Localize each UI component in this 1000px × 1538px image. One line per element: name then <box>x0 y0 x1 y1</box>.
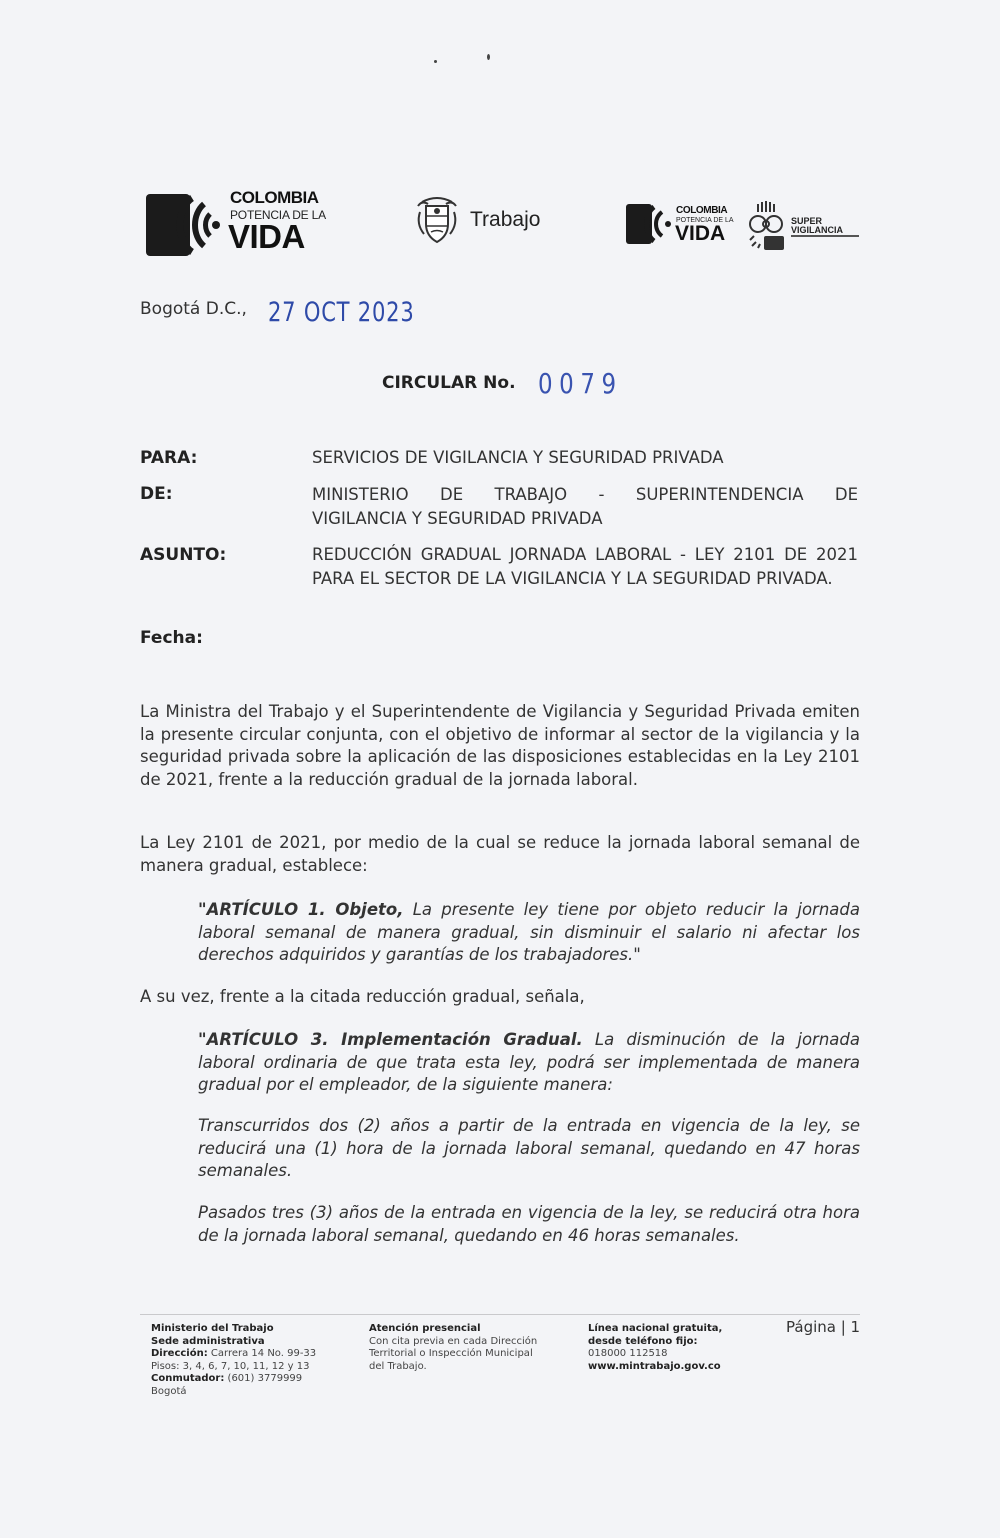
footer-linea-title1: Línea nacional gratuita, <box>588 1323 723 1334</box>
colombia-vida-emblem-icon <box>146 194 222 256</box>
logo-trabajo-label: Trabajo <box>470 208 541 231</box>
logo-line1: COLOMBIA <box>230 188 319 207</box>
footer-atencion <box>369 1323 569 1373</box>
quote-paragraph-47-horas: Transcurridos dos (2) años a partir de la entrada en vigencia de la ley, se reducirá una (1) hora de la jornada laboral semanal, quedando en 47 horas semanales. <box>198 1116 860 1180</box>
quote-articulo-3 <box>198 1029 860 1097</box>
de-value-line1: MINISTERIO DE TRABAJO - SUPERINTENDENCIA DE <box>312 485 858 504</box>
de-label: DE: <box>140 484 173 504</box>
scan-speck <box>434 60 437 63</box>
circular-number-stamp: 0079 <box>538 367 623 400</box>
quote-articulo-1-title: "ARTÍCULO 1. Objeto, <box>198 900 404 919</box>
colombia-supervigilancia-logo <box>626 198 866 254</box>
quote-articulo-3-title: "ARTÍCULO 3. Implementación Gradual. <box>198 1030 583 1049</box>
quote-articulo-1 <box>198 899 860 967</box>
footer-linea-nacional <box>588 1323 768 1373</box>
footer-atencion-line2: Territorial o Inspección Municipal <box>369 1348 533 1359</box>
footer-website-link[interactable]: www.mintrabajo.gov.co <box>588 1360 721 1372</box>
body-paragraph-3: A su vez, frente a la citada reducción gradual, señala, <box>140 987 585 1006</box>
footer-atencion-line3: del Trabajo. <box>369 1360 427 1372</box>
quote-articulo-3-text: La disminución de la jornada laboral ordinaria de que trata esta ley, podrá ser implementada de manera gradual por el empleador, de la siguiente manera: <box>198 1030 860 1094</box>
coat-of-arms-icon <box>414 196 460 246</box>
footer-phone-value: (601) 3779999 <box>227 1373 303 1384</box>
fecha-label: Fecha: <box>140 628 203 648</box>
circular-label: CIRCULAR No. <box>382 373 516 393</box>
para-label: PARA: <box>140 448 198 468</box>
logo-line3: VIDA <box>675 222 726 245</box>
para-value: SERVICIOS DE VIGILANCIA Y SEGURIDAD PRIVADA <box>312 448 724 467</box>
logo-line2: POTENCIA DE LA <box>676 217 734 224</box>
page-number: Página | 1 <box>786 1318 861 1336</box>
asunto-label: ASUNTO: <box>140 545 227 565</box>
supervigilancia-emblem-icon <box>744 200 788 252</box>
ministerio-trabajo-logo <box>414 196 564 246</box>
asunto-value: REDUCCIÓN GRADUAL JORNADA LABORAL - LEY 2101 DE 2021 PARA EL SECTOR DE LA VIGILANCIA Y LA SEGURIDAD PRIVADA. <box>312 545 858 588</box>
footer-sede-title: Sede administrativa <box>151 1335 265 1347</box>
city-label: Bogotá D.C., <box>140 299 247 319</box>
logo-line1: COLOMBIA <box>676 205 728 216</box>
footer-atencion-title: Atención presencial <box>369 1323 481 1334</box>
footer-divider <box>140 1314 860 1315</box>
footer-ministerio-title: Ministerio del Trabajo <box>151 1323 274 1334</box>
body-paragraph-2: La Ley 2101 de 2021, por medio de la cual se reduce la jornada laboral semanal de manera gradual, establece: <box>140 833 860 875</box>
footer-atencion-line1: Con cita previa en cada Dirección <box>369 1335 538 1347</box>
logo-underline <box>791 235 859 237</box>
de-value-line2: VIGILANCIA Y SEGURIDAD PRIVADA <box>312 509 603 528</box>
footer-linea-phone: 018000 112518 <box>588 1348 668 1359</box>
footer-address-value: Carrera 14 No. 99-33 <box>210 1348 317 1359</box>
footer-linea-title2: desde teléfono fijo: <box>588 1335 698 1347</box>
colombia-potencia-vida-logo <box>146 188 346 258</box>
colombia-vida-emblem-icon <box>626 204 672 244</box>
footer-phone-label: Conmutador: <box>151 1373 225 1384</box>
footer-city: Bogotá <box>151 1385 187 1397</box>
scan-speck <box>487 54 490 60</box>
logo-line3: VIDA <box>228 218 305 255</box>
footer-floors: Pisos: 3, 4, 6, 7, 10, 11, 12 y 13 <box>151 1360 310 1372</box>
date-stamp: 27 OCT 2023 <box>268 297 415 328</box>
quote-articulo-1-text: La presente ley tiene por objeto reducir la jornada laboral semanal de manera gradual, sin disminuir el salario ni afectar los derechos adquiridos y garantías de los trabajadores." <box>198 900 860 964</box>
footer-ministerio <box>151 1323 351 1398</box>
body-paragraph-1: La Ministra del Trabajo y el Superintendente de Vigilancia y Seguridad Privada emiten la presente circular conjunta, con el objetivo de informar al sector de la vigilancia y la seguridad privada sobre la aplicación de las disposiciones establecidas en la Ley 2101 de 2021, frente a la reducción gradual de la jornada laboral. <box>140 702 860 789</box>
footer-address-label: Dirección: <box>151 1348 208 1359</box>
logo-line2: POTENCIA DE LA <box>230 208 326 222</box>
logo-vigilancia-label: VIGILANCIA <box>791 225 844 235</box>
quote-paragraph-46-horas: Pasados tres (3) años de la entrada en vigencia de la ley, se reducirá otra hora de la jornada laboral semanal, quedando en 46 horas semanales. <box>198 1203 860 1245</box>
logo-super-label: SUPER <box>791 216 823 226</box>
